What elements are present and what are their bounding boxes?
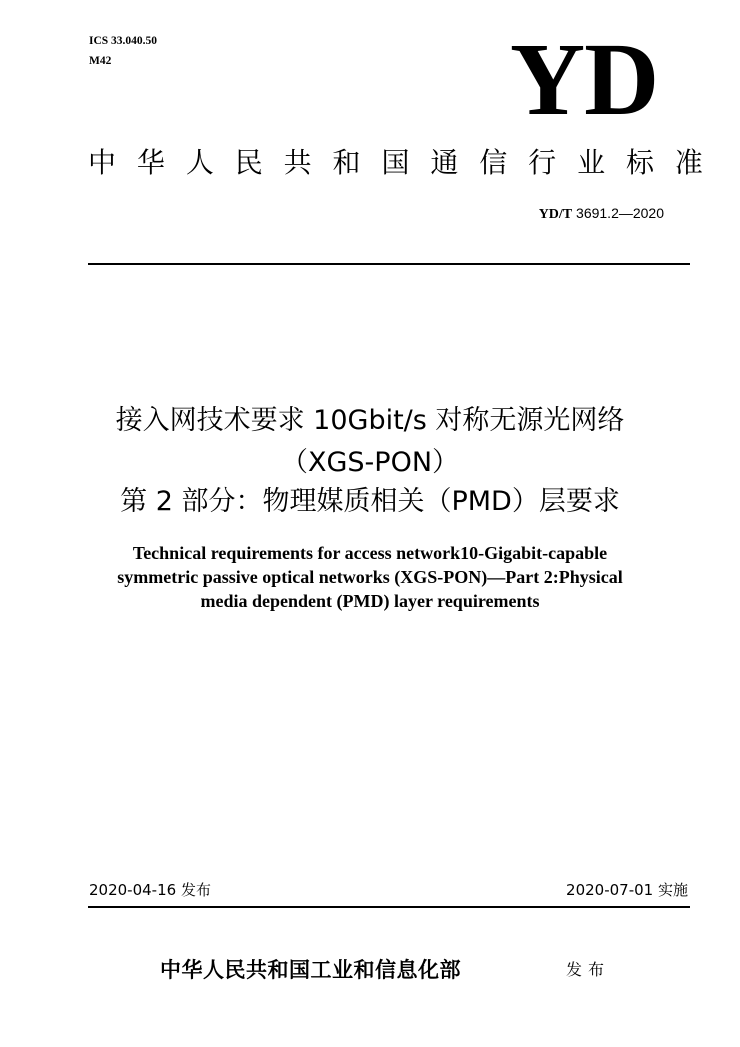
- english-title: [40, 541, 700, 613]
- standard-title-char: 准: [674, 146, 703, 179]
- standard-title-char: 标: [625, 146, 654, 179]
- issue-label: 发布: [566, 960, 611, 979]
- classification-block: [89, 31, 157, 71]
- standard-title-char: 民: [234, 146, 263, 179]
- bottom-divider: [88, 906, 690, 908]
- standard-code-prefix: YD/T: [538, 207, 573, 222]
- standard-title-char: 行: [528, 146, 557, 179]
- chinese-title-line-3: 第 2 部分：物理媒质相关（PMD）层要求: [120, 486, 620, 517]
- issuing-authority: 中华人民共和国工业和信息化部: [160, 957, 461, 982]
- standard-code: [539, 205, 664, 223]
- ics-code: ICS 33.040.50: [89, 35, 158, 47]
- standard-title-char: 信: [479, 146, 508, 179]
- standard-title-char: 共: [283, 146, 312, 179]
- standard-title-char: 人: [185, 146, 214, 179]
- standard-title-char: 中: [88, 146, 117, 179]
- standard-category-title: [88, 143, 703, 183]
- standard-title-char: 国: [381, 146, 410, 179]
- standard-code-number: 3691.2—2020: [576, 205, 664, 221]
- ccs-code: M42: [89, 55, 112, 67]
- english-title-line-2: symmetric passive optical networks (XGS-PON)—Part 2:Physical: [117, 567, 623, 587]
- standard-title-char: 通: [430, 146, 459, 179]
- implementation-date: 2020-07-01 实施: [566, 881, 688, 899]
- english-title-line-3: media dependent (PMD) layer requirements: [200, 591, 540, 611]
- standard-title-char: 业: [577, 146, 606, 179]
- standard-title-char: 华: [136, 146, 165, 179]
- top-divider: [88, 263, 690, 265]
- standard-title-char: 和: [332, 146, 361, 179]
- chinese-title-line-1: 接入网技术要求 10Gbit/s 对称无源光网络: [115, 405, 625, 436]
- english-title-line-1: Technical requirements for access network10-Gigabit-capable: [132, 543, 608, 563]
- yd-logo: YD: [510, 22, 659, 137]
- release-date: 2020-04-16 发布: [89, 881, 211, 899]
- chinese-title-line-2: （XGS-PON）: [280, 447, 460, 478]
